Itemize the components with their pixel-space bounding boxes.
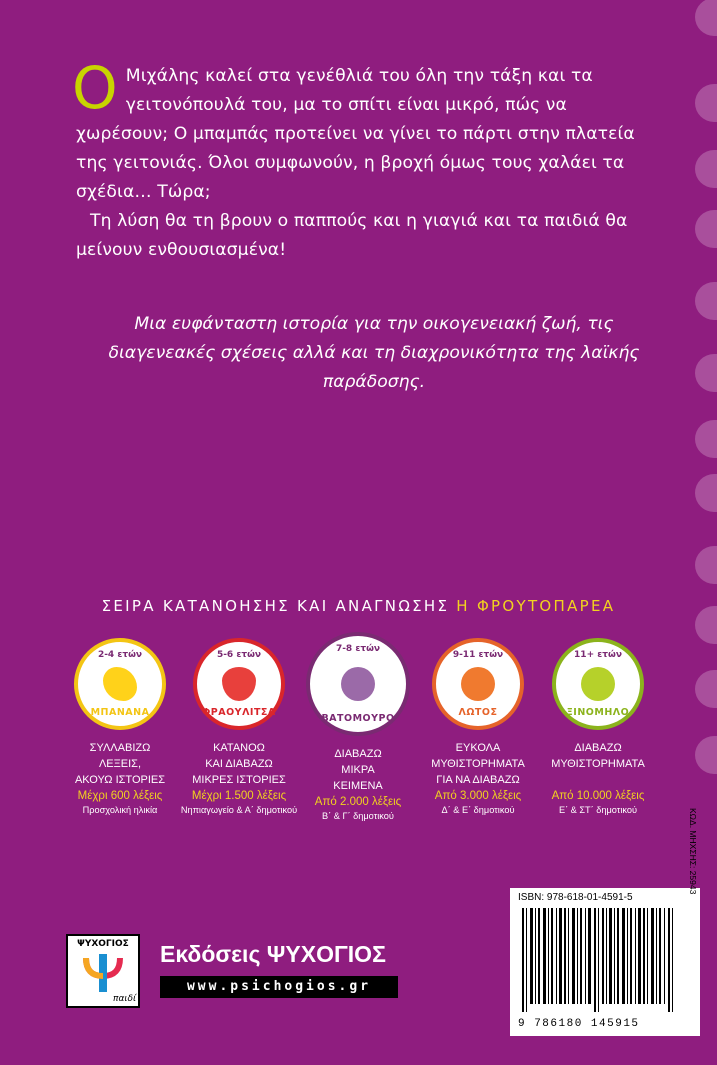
persimmon-badge bbox=[432, 638, 524, 730]
badge-name: ΞΙΝΟΜΗΛΟ bbox=[566, 707, 630, 718]
level-strawberry bbox=[179, 638, 299, 815]
level-description bbox=[538, 740, 658, 788]
level-description bbox=[418, 740, 538, 788]
persimmon-icon bbox=[461, 667, 495, 701]
word-count: Από 10.000 λέξεις bbox=[551, 790, 645, 802]
blurb bbox=[72, 54, 656, 265]
series-label: ΣΕΙΡΑ ΚΑΤΑΝΟΗΣΗΣ ΚΑΙ ΑΝΑΓΝΩΣΗΣ bbox=[101, 597, 450, 615]
blackberry-icon bbox=[341, 667, 375, 701]
logo-text: ΨΥΧΟΓΙΟΣ bbox=[77, 939, 129, 949]
desc-line: ΑΚΟΥΩ ΙΣΤΟΡΙΕΣ bbox=[74, 774, 166, 786]
word-count: Μέχρι 600 λέξεις bbox=[77, 790, 163, 802]
drop-cap: Ο bbox=[72, 54, 118, 122]
badge-name: ΒΑΤΟΜΟΥΡΟ bbox=[321, 713, 395, 724]
edge-tab bbox=[695, 420, 717, 458]
desc-line: ΚΑΙ ΔΙΑΒΑΖΩ bbox=[205, 758, 273, 770]
age-label: 9-11 ετών bbox=[452, 650, 504, 660]
level-blackberry bbox=[298, 638, 418, 821]
edge-tab bbox=[695, 282, 717, 320]
barcode-digits: 9 786180 145915 bbox=[518, 1018, 640, 1030]
edge-tab bbox=[695, 0, 717, 36]
edge-tab bbox=[695, 474, 717, 512]
publisher-logo bbox=[66, 934, 140, 1008]
product-code: ΚΩΔ. ΜΗΧΣΗΣ: 25943 bbox=[688, 808, 698, 895]
logo-subtext: παιδί bbox=[113, 994, 136, 1004]
level-banana bbox=[60, 638, 180, 815]
desc-line: ΜΥΘΙΣΤΟΡΗΜΑΤΑ bbox=[551, 758, 645, 770]
grade-label: Δ΄ & Ε΄ δημοτικού bbox=[441, 805, 515, 815]
desc-line: ΚΑΤΑΝΟΩ bbox=[213, 742, 265, 754]
blackberry-badge bbox=[306, 632, 410, 736]
desc-line: ΕΥΚΟΛΑ bbox=[455, 742, 501, 754]
desc-line: ΜΙΚΡΕΣ ΙΣΤΟΡΙΕΣ bbox=[192, 774, 286, 786]
edge-tab bbox=[695, 354, 717, 392]
age-label: 11+ ετών bbox=[574, 650, 622, 660]
green-apple-badge bbox=[552, 638, 644, 730]
age-label: 5-6 ετών bbox=[216, 650, 262, 660]
phi-logo-icon bbox=[82, 954, 124, 992]
level-description bbox=[179, 740, 299, 788]
grade-label: Ε΄ & ΣΤ΄ δημοτικού bbox=[558, 805, 638, 815]
series-heading bbox=[0, 597, 717, 615]
edge-tab bbox=[695, 670, 717, 708]
edge-tab bbox=[695, 546, 717, 584]
desc-line: ΔΙΑΒΑΖΩ bbox=[334, 748, 382, 760]
age-label: 2-4 ετών bbox=[97, 650, 143, 660]
reading-levels bbox=[72, 638, 652, 858]
grade-label: Νηπιαγωγείο & Α΄ δημοτικού bbox=[180, 805, 298, 815]
edge-tab bbox=[695, 210, 717, 248]
barcode-icon bbox=[520, 908, 680, 1012]
publisher-name: Εκδόσεις ΨΥΧΟΓΙΟΣ bbox=[160, 941, 386, 967]
desc-line: ΜΙΚΡΑ bbox=[341, 764, 375, 776]
level-description bbox=[60, 740, 180, 788]
edge-tab bbox=[695, 736, 717, 774]
edge-tab bbox=[695, 150, 717, 188]
level-green-apple bbox=[538, 638, 658, 815]
green-apple-icon bbox=[581, 667, 615, 701]
level-description bbox=[298, 746, 418, 794]
edge-tab bbox=[695, 84, 717, 122]
age-label: 7-8 ετών bbox=[335, 644, 381, 654]
desc-line: ΚΕΙΜΕΝΑ bbox=[333, 780, 383, 792]
grade-label: Προσχολική ηλικία bbox=[82, 805, 158, 815]
badge-name: ΦΡΑΟΥΛΙΤΣΑ bbox=[202, 707, 276, 718]
level-persimmon bbox=[418, 638, 538, 815]
word-count: Μέχρι 1.500 λέξεις bbox=[191, 790, 287, 802]
banana-icon bbox=[103, 667, 137, 701]
desc-line: ΛΕΞΕΙΣ, bbox=[98, 758, 142, 770]
badge-name: ΜΠΑΝΑΝΑ bbox=[90, 707, 150, 718]
desc-line: ΓΙΑ ΝΑ ΔΙΑΒΑΖΩ bbox=[436, 774, 520, 786]
isbn-label: ISBN: 978-618-01-4591-5 bbox=[518, 892, 633, 903]
publisher-url[interactable]: www.psichogios.gr bbox=[160, 976, 398, 998]
series-name: Η ΦΡΟΥΤΟΠΑΡΕΑ bbox=[456, 597, 616, 615]
word-count: Από 3.000 λέξεις bbox=[434, 790, 522, 802]
desc-line: ΣΥΛΛΑΒΙΖΩ bbox=[89, 742, 151, 754]
blurb-paragraph-2: Τη λύση θα τη βρουν ο παππούς και η γιαγιά και τα παιδιά θα μείνουν ενθουσιασμένα! bbox=[76, 211, 628, 260]
grade-label: Β΄ & Γ΄ δημοτικού bbox=[322, 811, 394, 821]
desc-line: ΜΥΘΙΣΤΟΡΗΜΑΤΑ bbox=[431, 758, 525, 770]
banana-badge bbox=[74, 638, 166, 730]
blurb-paragraph-1: Μιχάλης καλεί στα γενέθλιά του όλη την τάξη και τα γειτονόπουλά του, μα το σπίτι είναι μικρό, πώς να χωρέσουν; Ο μπαμπάς προτείνει να γίνει το πάρτι στην πλατεία της γειτονιάς. Όλοι συμφωνούν, η βροχή όμως τους χαλάει τα σχέδια… Τώρα; bbox=[76, 66, 635, 202]
strawberry-badge bbox=[193, 638, 285, 730]
desc-line: ΔΙΑΒΑΖΩ bbox=[574, 742, 622, 754]
strawberry-icon bbox=[222, 667, 256, 701]
badge-name: ΛΩΤΟΣ bbox=[458, 707, 498, 718]
word-count: Από 2.000 λέξεις bbox=[314, 796, 402, 808]
tagline: Μια ευφάνταστη ιστορία για την οικογενειακή ζωή, τις διαγενεακές σχέσεις αλλά και τη διαχρονικότητα της λαϊκής παράδοσης. bbox=[108, 314, 640, 392]
